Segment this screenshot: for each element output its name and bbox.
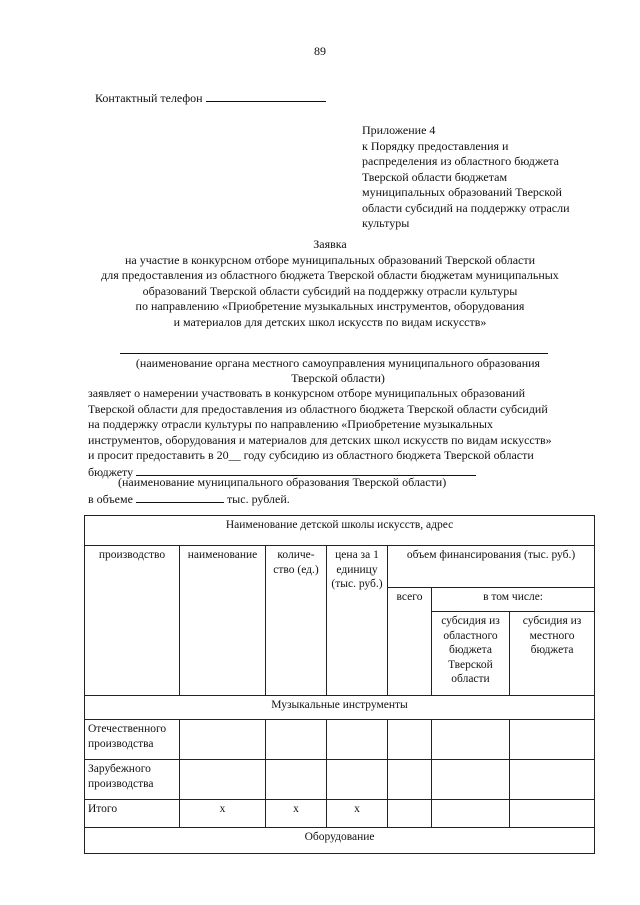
school-header-cell: Наименование детской школы искусств, адрес [85,516,595,546]
header-price: цена за 1 единицу (тыс. руб.) [327,546,388,696]
annex-line: к Порядку предоставления и [362,138,509,153]
table-cell [327,720,388,760]
page-number: 89 [314,44,326,58]
org-name-caption [100,356,576,386]
annex-line: Тверской области бюджетам [362,169,508,184]
header-total: всего [388,588,432,696]
header-local-subsidy: субсидия из местного бюджета [510,612,595,696]
contact-phone-label: Контактный телефон [95,91,203,105]
volume-prefix: в объеме [88,492,133,506]
x-mark: х [266,800,327,828]
municipality-blank [136,464,476,476]
table-cell [432,800,510,828]
application-title [80,237,580,330]
funding-table [84,515,595,854]
table-cell [266,760,327,800]
annex-block [362,123,612,232]
header-quantity: количе-ство (ед.) [266,546,327,696]
table-cell [432,720,510,760]
volume-suffix: тыс. рублей. [226,492,290,506]
title-heading: Заявка [313,237,347,251]
section-instruments: Музыкальные инструменты [85,696,595,720]
annex-line: культуры [362,216,410,230]
title-line: по направлению «Приобретение музыкальных инструментов, оборудования [135,299,525,313]
header-regional-subsidy: субсидия из областного бюджета Тверской области [432,612,510,696]
header-including: в том числе: [432,588,595,612]
header-name: наименование [180,546,266,696]
org-name-blank [120,353,548,354]
body-line: Тверской области для предоставления из областного бюджета Тверской области субсидий [88,401,548,416]
table-cell [327,760,388,800]
x-mark: х [180,800,266,828]
table-cell [180,720,266,760]
body-line: заявляет о намерении участвовать в конкурсном отборе муниципальных образований [88,386,526,400]
table-row [85,800,595,828]
header-funding: объем финансирования (тыс. руб.) [388,546,595,588]
body-line: и просит предоставить в 20__ году субсидию из областного бюджета Тверской области [88,448,534,462]
x-mark: х [327,800,388,828]
annex-line: области субсидий на поддержку отрасли [362,200,570,215]
contact-phone-blank [206,90,326,102]
row-label-domestic: Отечественного производства [85,720,180,760]
org-caption-line: Тверской области) [291,371,385,385]
table-cell [388,800,432,828]
application-body [88,386,586,480]
row-label-foreign: Зарубежного производства [85,760,180,800]
volume-blank [136,491,224,503]
annex-line: распределения из областного бюджета [362,154,559,168]
table-cell [180,760,266,800]
annex-line: муниципальных образований Тверской [362,185,562,199]
table-cell [388,760,432,800]
table-cell [266,720,327,760]
title-line: образований Тверской области субсидий на поддержку отрасли культуры [142,283,518,298]
section-equipment: Оборудование [85,828,595,854]
volume-line [88,491,290,507]
title-line: на участие в конкурсном отборе муниципальных образований Тверской области [124,252,536,267]
table-row [85,720,595,760]
municipality-caption: (наименование муниципального образования Тверской области) [118,475,447,489]
table-cell [388,720,432,760]
annex-line: Приложение 4 [362,123,436,137]
org-caption-line: (наименование органа местного самоуправления муниципального образования [135,356,541,370]
table-cell [510,760,595,800]
header-production: производство [85,546,180,696]
contact-phone-line [95,90,326,106]
table-row [85,760,595,800]
body-line: на поддержку отрасли культуры по направлению «Приобретение музыкальных [88,417,493,431]
budget-label: бюджету [88,464,134,479]
row-label-total: Итого [85,800,180,828]
title-line: и материалов для детских школ искусств по видам искусств» [173,314,487,329]
table-cell [510,800,595,828]
title-line: для предоставления из областного бюджета Тверской области бюджетам муниципальных [101,268,559,282]
table-cell [510,720,595,760]
body-line: инструментов, оборудования и материалов для детских школ искусств по видам искусств» [88,432,552,447]
table-cell [432,760,510,800]
